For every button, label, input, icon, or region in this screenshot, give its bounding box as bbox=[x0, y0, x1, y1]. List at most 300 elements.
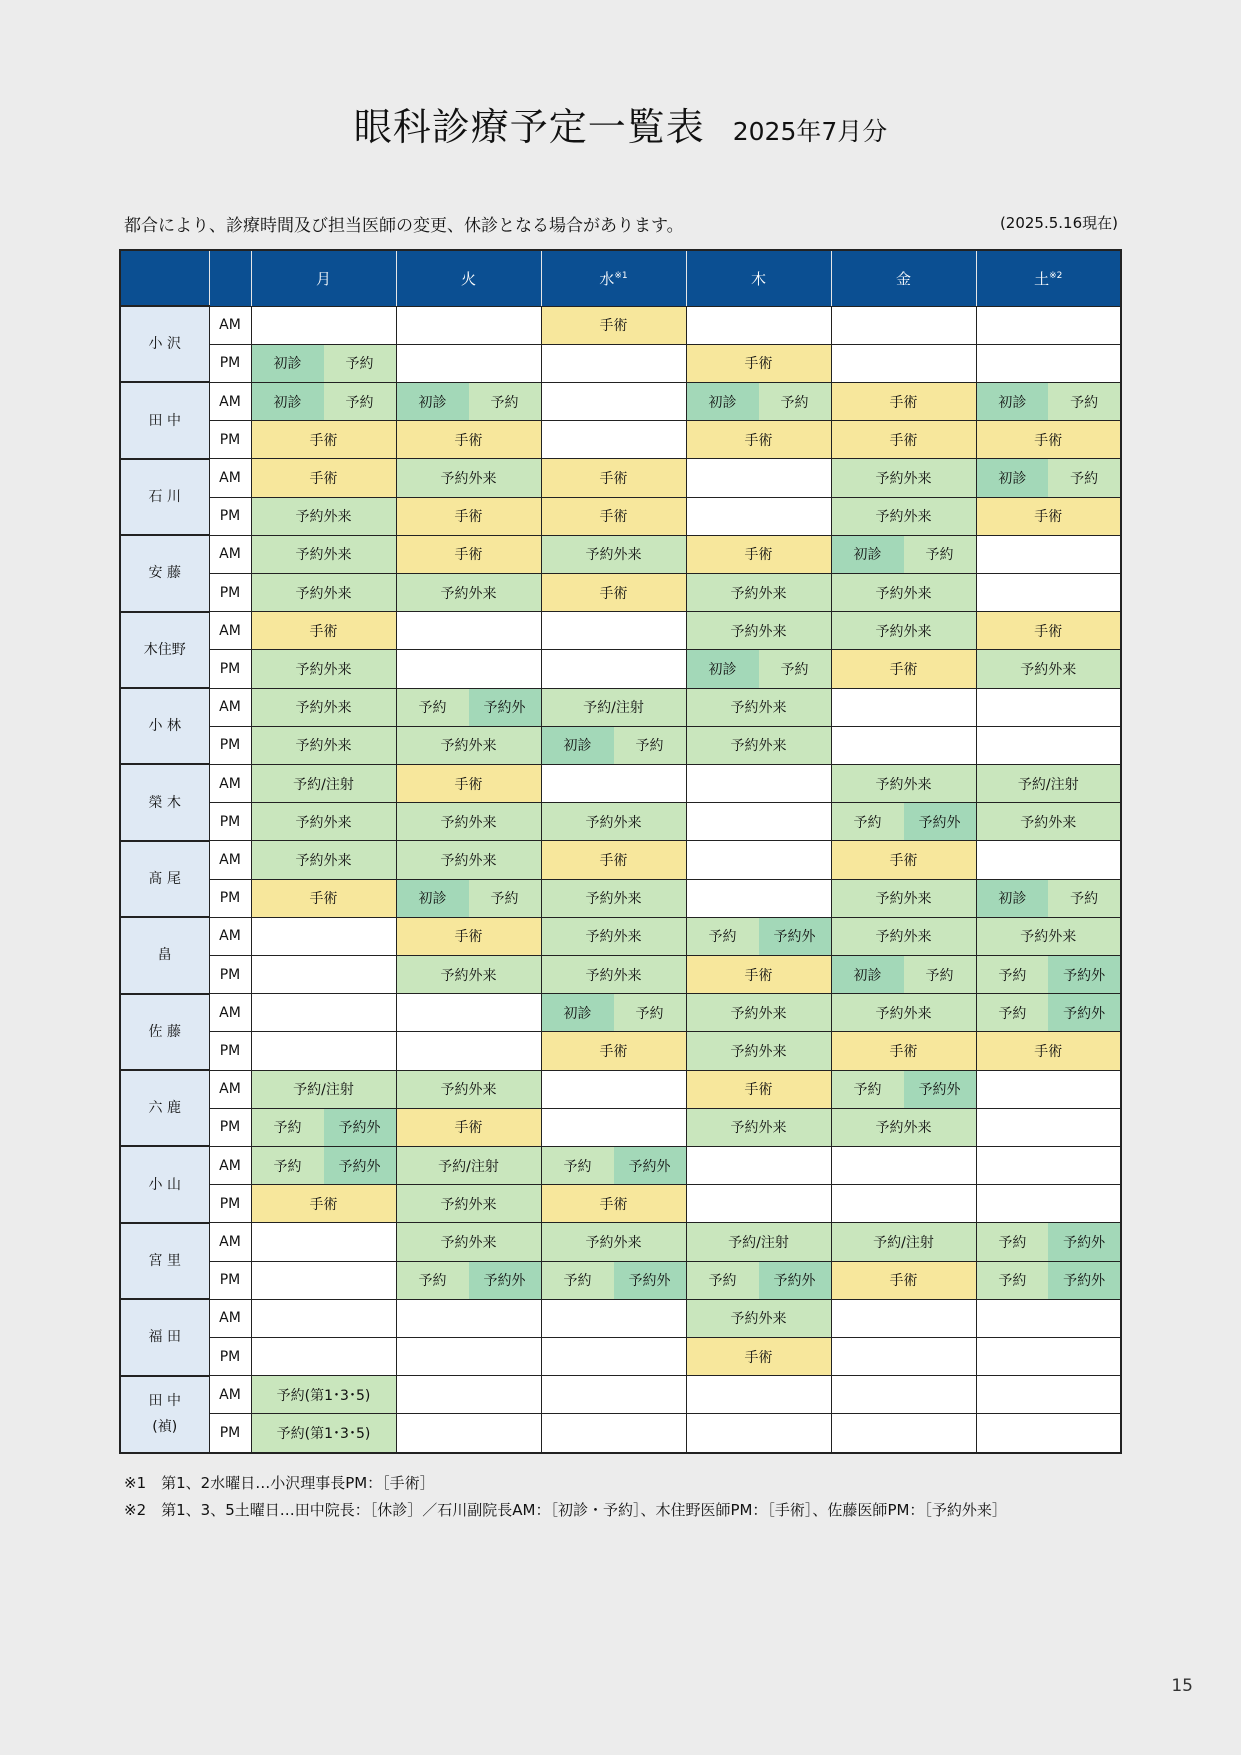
schedule-cell: 手術 bbox=[686, 421, 831, 459]
am-label: AM bbox=[209, 688, 251, 726]
schedule-cell: 予約外来 bbox=[686, 994, 831, 1032]
schedule-cell: 予約外来 bbox=[686, 1032, 831, 1070]
header-day: 水$^{※1}$ bbox=[541, 250, 686, 306]
schedule-cell bbox=[831, 1146, 976, 1184]
am-label: AM bbox=[209, 459, 251, 497]
schedule-cell bbox=[541, 1108, 686, 1146]
cell-part: 予約 bbox=[977, 956, 1049, 993]
schedule-cell: 予約外来 bbox=[396, 459, 541, 497]
pm-label: PM bbox=[209, 421, 251, 459]
cell-part: 予約 bbox=[759, 383, 831, 420]
schedule-cell: 予約外来 bbox=[541, 879, 686, 917]
doctor-name: 小 沢 bbox=[120, 306, 209, 382]
cell-part: 予約 bbox=[759, 650, 831, 687]
schedule-cell bbox=[541, 382, 686, 420]
schedule-cell bbox=[686, 1146, 831, 1184]
am-label: AM bbox=[209, 994, 251, 1032]
schedule-cell bbox=[251, 917, 396, 955]
am-label: AM bbox=[209, 1376, 251, 1414]
schedule-cell bbox=[251, 1261, 396, 1299]
schedule-cell bbox=[976, 688, 1121, 726]
cell-part: 予約外 bbox=[469, 689, 541, 726]
schedule-row bbox=[120, 1070, 1121, 1108]
schedule-row bbox=[120, 497, 1121, 535]
schedule-cell bbox=[396, 994, 541, 1032]
schedule-cell bbox=[541, 1337, 686, 1375]
cell-part: 初診 bbox=[687, 650, 759, 687]
schedule-cell: 手術 bbox=[251, 459, 396, 497]
schedule-cell bbox=[396, 1032, 541, 1070]
schedule-cell: 手術 bbox=[541, 1032, 686, 1070]
schedule-cell: 予約外来 bbox=[251, 688, 396, 726]
pm-label: PM bbox=[209, 1414, 251, 1453]
schedule-cell bbox=[976, 1376, 1121, 1414]
am-label: AM bbox=[209, 841, 251, 879]
schedule-cell: 予約外来 bbox=[396, 841, 541, 879]
doctor-name: 六 鹿 bbox=[120, 1070, 209, 1146]
schedule-cell bbox=[686, 1261, 831, 1299]
schedule-cell bbox=[396, 1299, 541, 1337]
schedule-cell: 手術 bbox=[541, 1185, 686, 1223]
schedule-row bbox=[120, 421, 1121, 459]
am-label: AM bbox=[209, 1299, 251, 1337]
schedule-cell: 予約外来 bbox=[251, 535, 396, 573]
doctor-name: 畠 bbox=[120, 917, 209, 993]
schedule-row bbox=[120, 612, 1121, 650]
schedule-cell bbox=[831, 803, 976, 841]
schedule-cell bbox=[541, 764, 686, 802]
page-number: 15 bbox=[1171, 1676, 1193, 1696]
schedule-cell bbox=[686, 764, 831, 802]
header-day: 金 bbox=[831, 250, 976, 306]
schedule-cell bbox=[541, 1070, 686, 1108]
schedule-cell: 予約外来 bbox=[396, 573, 541, 611]
cell-part: 予約 bbox=[397, 1262, 469, 1299]
schedule-cell bbox=[831, 1185, 976, 1223]
schedule-cell: 手術 bbox=[541, 306, 686, 344]
schedule-cell: 手術 bbox=[831, 382, 976, 420]
schedule-cell bbox=[686, 841, 831, 879]
schedule-cell bbox=[686, 382, 831, 420]
pm-label: PM bbox=[209, 1261, 251, 1299]
schedule-cell bbox=[396, 344, 541, 382]
schedule-cell bbox=[686, 917, 831, 955]
schedule-cell: 手術 bbox=[396, 535, 541, 573]
schedule-cell: 予約外来 bbox=[251, 726, 396, 764]
cell-part: 予約 bbox=[252, 1109, 324, 1146]
schedule-row bbox=[120, 459, 1121, 497]
schedule-row bbox=[120, 1185, 1121, 1223]
cell-part: 予約外 bbox=[904, 1071, 976, 1108]
schedule-row bbox=[120, 306, 1121, 344]
am-label: AM bbox=[209, 1146, 251, 1184]
schedule-cell bbox=[686, 1185, 831, 1223]
am-label: AM bbox=[209, 382, 251, 420]
schedule-cell: 予約外来 bbox=[541, 955, 686, 993]
schedule-row bbox=[120, 879, 1121, 917]
header-blank-doctor bbox=[120, 250, 209, 306]
schedule-cell bbox=[541, 344, 686, 382]
schedule-cell bbox=[686, 459, 831, 497]
schedule-cell bbox=[686, 1376, 831, 1414]
schedule-cell bbox=[686, 306, 831, 344]
cell-part: 予約外 bbox=[324, 1147, 396, 1184]
cell-part: 予約外 bbox=[1048, 1223, 1120, 1260]
schedule-cell bbox=[396, 1376, 541, 1414]
schedule-cell bbox=[251, 1337, 396, 1375]
title-month: 2025年7月分 bbox=[732, 117, 888, 146]
schedule-cell bbox=[976, 1414, 1121, 1453]
schedule-cell: 予約外来 bbox=[251, 497, 396, 535]
schedule-cell: 手術 bbox=[686, 1337, 831, 1375]
cell-part: 初診 bbox=[252, 345, 324, 382]
schedule-cell: 予約外来 bbox=[831, 879, 976, 917]
schedule-cell: 予約外来 bbox=[251, 803, 396, 841]
schedule-cell bbox=[396, 688, 541, 726]
doctor-name: 田 中 (禎) bbox=[120, 1376, 209, 1453]
schedule-cell: 予約外来 bbox=[396, 955, 541, 993]
schedule-cell: 予約外来 bbox=[541, 803, 686, 841]
schedule-cell: 予約外来 bbox=[831, 497, 976, 535]
am-label: AM bbox=[209, 1223, 251, 1261]
schedule-cell bbox=[831, 1299, 976, 1337]
schedule-cell bbox=[831, 306, 976, 344]
cell-part: 予約 bbox=[1048, 383, 1120, 420]
schedule-cell: 予約外来 bbox=[831, 612, 976, 650]
cell-part: 予約 bbox=[1048, 459, 1120, 496]
schedule-cell: 予約/注射 bbox=[251, 764, 396, 802]
schedule-row bbox=[120, 764, 1121, 802]
pm-label: PM bbox=[209, 1337, 251, 1375]
schedule-cell bbox=[976, 841, 1121, 879]
schedule-cell bbox=[976, 1299, 1121, 1337]
schedule-cell bbox=[976, 1261, 1121, 1299]
schedule-cell: 手術 bbox=[976, 421, 1121, 459]
doctor-name: 小 山 bbox=[120, 1146, 209, 1222]
schedule-cell bbox=[541, 1261, 686, 1299]
schedule-cell bbox=[976, 879, 1121, 917]
cell-part: 初診 bbox=[977, 459, 1049, 496]
cell-part: 予約 bbox=[1048, 880, 1120, 917]
schedule-row bbox=[120, 841, 1121, 879]
schedule-cell: 予約/注射 bbox=[396, 1146, 541, 1184]
schedule-cell: 予約外来 bbox=[831, 459, 976, 497]
schedule-cell: 手術 bbox=[541, 497, 686, 535]
schedule-row bbox=[120, 917, 1121, 955]
schedule-row bbox=[120, 1223, 1121, 1261]
pm-label: PM bbox=[209, 1185, 251, 1223]
schedule-row bbox=[120, 1108, 1121, 1146]
schedule-cell: 予約外来 bbox=[686, 573, 831, 611]
am-label: AM bbox=[209, 306, 251, 344]
schedule-cell: 予約外来 bbox=[396, 1070, 541, 1108]
schedule-cell: 予約外来 bbox=[396, 1185, 541, 1223]
am-label: AM bbox=[209, 535, 251, 573]
schedule-cell: 手術 bbox=[396, 764, 541, 802]
schedule-cell: 手術 bbox=[251, 421, 396, 459]
doctor-name: 石 川 bbox=[120, 459, 209, 535]
schedule-cell: 予約/注射 bbox=[831, 1223, 976, 1261]
schedule-cell bbox=[396, 650, 541, 688]
schedule-cell bbox=[976, 382, 1121, 420]
schedule-cell bbox=[831, 1414, 976, 1453]
schedule-cell: 予約外来 bbox=[541, 917, 686, 955]
schedule-row bbox=[120, 382, 1121, 420]
schedule-cell bbox=[396, 612, 541, 650]
schedule-cell bbox=[541, 612, 686, 650]
cell-part: 予約 bbox=[977, 994, 1049, 1031]
schedule-cell: 予約外来 bbox=[831, 994, 976, 1032]
schedule-cell: 予約外来 bbox=[541, 1223, 686, 1261]
cell-part: 予約 bbox=[904, 536, 976, 573]
cell-part: 予約外 bbox=[759, 918, 831, 955]
cell-part: 予約外 bbox=[324, 1109, 396, 1146]
schedule-cell: 手術 bbox=[396, 421, 541, 459]
schedule-cell bbox=[831, 344, 976, 382]
schedule-cell: 手術 bbox=[541, 841, 686, 879]
schedule-cell bbox=[831, 955, 976, 993]
schedule-cell bbox=[541, 1299, 686, 1337]
cell-part: 予約 bbox=[904, 956, 976, 993]
schedule-cell bbox=[251, 994, 396, 1032]
schedule-cell bbox=[541, 994, 686, 1032]
schedule-cell bbox=[251, 1223, 396, 1261]
footnotes bbox=[124, 1470, 1007, 1524]
schedule-cell bbox=[251, 1032, 396, 1070]
schedule-cell: 手術 bbox=[541, 573, 686, 611]
am-label: AM bbox=[209, 917, 251, 955]
schedule-cell: 手術 bbox=[251, 612, 396, 650]
doctor-name: 髙 尾 bbox=[120, 841, 209, 917]
pm-label: PM bbox=[209, 344, 251, 382]
header-day: 月 bbox=[251, 250, 396, 306]
schedule-cell: 手術 bbox=[686, 535, 831, 573]
schedule-cell bbox=[251, 1146, 396, 1184]
cell-part: 予約 bbox=[832, 803, 904, 840]
schedule-cell: 予約外来 bbox=[686, 1108, 831, 1146]
schedule-cell bbox=[396, 306, 541, 344]
schedule-notice: 都合により、診療時間及び担当医師の変更、休診となる場合があります。 bbox=[124, 216, 684, 236]
cell-part: 予約 bbox=[687, 918, 759, 955]
schedule-cell: 予約/注射 bbox=[976, 764, 1121, 802]
cell-part: 予約外 bbox=[1048, 1262, 1120, 1299]
cell-part: 予約 bbox=[542, 1147, 614, 1184]
schedule-cell bbox=[976, 1070, 1121, 1108]
schedule-cell bbox=[831, 1337, 976, 1375]
as-of-date: (2025.5.16現在) bbox=[999, 214, 1118, 232]
schedule-cell bbox=[976, 726, 1121, 764]
schedule-cell bbox=[251, 306, 396, 344]
schedule-cell: 予約外来 bbox=[396, 726, 541, 764]
cell-part: 予約 bbox=[252, 1147, 324, 1184]
schedule-cell: 予約外来 bbox=[396, 1223, 541, 1261]
schedule-cell bbox=[976, 1337, 1121, 1375]
schedule-cell bbox=[831, 726, 976, 764]
doctor-name: 田 中 bbox=[120, 382, 209, 458]
doctor-name: 小 林 bbox=[120, 688, 209, 764]
cell-part: 初診 bbox=[977, 383, 1049, 420]
schedule-cell bbox=[541, 421, 686, 459]
schedule-row bbox=[120, 1146, 1121, 1184]
title-main: 眼科診療予定一覧表 bbox=[353, 105, 705, 149]
schedule-cell: 手術 bbox=[976, 1032, 1121, 1070]
am-label: AM bbox=[209, 1070, 251, 1108]
doctor-name: 木住野 bbox=[120, 612, 209, 688]
cell-part: 初診 bbox=[397, 880, 469, 917]
am-label: AM bbox=[209, 612, 251, 650]
schedule-row bbox=[120, 573, 1121, 611]
schedule-cell: 予約外来 bbox=[831, 1108, 976, 1146]
doctor-name: 宮 里 bbox=[120, 1223, 209, 1299]
header-day: 土$^{※2}$ bbox=[976, 250, 1121, 306]
schedule-cell bbox=[976, 459, 1121, 497]
schedule-cell: 手術 bbox=[541, 459, 686, 497]
schedule-cell: 予約外来 bbox=[396, 803, 541, 841]
schedule-cell bbox=[831, 1376, 976, 1414]
doctor-name: 佐 藤 bbox=[120, 994, 209, 1070]
cell-part: 予約 bbox=[687, 1262, 759, 1299]
cell-part: 予約 bbox=[324, 345, 396, 382]
cell-part: 予約外 bbox=[904, 803, 976, 840]
schedule-cell: 予約/注射 bbox=[686, 1223, 831, 1261]
cell-part: 初診 bbox=[687, 383, 759, 420]
cell-part: 初診 bbox=[252, 383, 324, 420]
schedule-cell: 予約外来 bbox=[686, 726, 831, 764]
cell-part: 初診 bbox=[832, 956, 904, 993]
footnote-1: ※1 第1、2水曜日…小沢理事長PM：［手術］ bbox=[124, 1474, 435, 1492]
schedule-cell: 手術 bbox=[831, 1261, 976, 1299]
schedule-cell: 手術 bbox=[831, 650, 976, 688]
pm-label: PM bbox=[209, 573, 251, 611]
cell-part: 初診 bbox=[397, 383, 469, 420]
pm-label: PM bbox=[209, 879, 251, 917]
schedule-cell bbox=[541, 726, 686, 764]
cell-part: 予約外 bbox=[759, 1262, 831, 1299]
cell-part: 予約 bbox=[977, 1223, 1049, 1260]
cell-part: 予約外 bbox=[1048, 994, 1120, 1031]
schedule-row bbox=[120, 1299, 1121, 1337]
schedule-cell: 手術 bbox=[251, 879, 396, 917]
schedule-cell bbox=[976, 306, 1121, 344]
cell-part: 初診 bbox=[832, 536, 904, 573]
schedule-row bbox=[120, 1261, 1121, 1299]
schedule-cell bbox=[251, 382, 396, 420]
schedule-cell bbox=[976, 1108, 1121, 1146]
schedule-cell bbox=[831, 1070, 976, 1108]
schedule-cell: 予約/注射 bbox=[251, 1070, 396, 1108]
schedule-cell: 予約外来 bbox=[251, 573, 396, 611]
am-label: AM bbox=[209, 764, 251, 802]
schedule-row bbox=[120, 955, 1121, 993]
cell-part: 予約外 bbox=[614, 1262, 686, 1299]
schedule-cell: 予約外来 bbox=[976, 917, 1121, 955]
schedule-body bbox=[120, 306, 1121, 1453]
cell-part: 予約外 bbox=[469, 1262, 541, 1299]
schedule-cell: 手術 bbox=[686, 955, 831, 993]
pm-label: PM bbox=[209, 1108, 251, 1146]
schedule-cell: 手術 bbox=[831, 1032, 976, 1070]
pm-label: PM bbox=[209, 803, 251, 841]
schedule-cell: 予約外来 bbox=[831, 573, 976, 611]
schedule-cell: 手術 bbox=[396, 497, 541, 535]
cell-part: 予約外 bbox=[614, 1147, 686, 1184]
schedule-cell bbox=[541, 1146, 686, 1184]
schedule-cell: 予約外来 bbox=[251, 841, 396, 879]
schedule-cell: 予約外来 bbox=[976, 803, 1121, 841]
schedule-row bbox=[120, 726, 1121, 764]
schedule-cell: 手術 bbox=[976, 497, 1121, 535]
schedule-row bbox=[120, 803, 1121, 841]
pm-label: PM bbox=[209, 726, 251, 764]
cell-part: 初診 bbox=[542, 727, 614, 764]
doctor-name: 榮 木 bbox=[120, 764, 209, 840]
cell-part: 予約 bbox=[614, 994, 686, 1031]
schedule-cell bbox=[541, 1376, 686, 1414]
schedule-cell bbox=[976, 994, 1121, 1032]
schedule-cell: 手術 bbox=[251, 1185, 396, 1223]
cell-part: 初診 bbox=[977, 880, 1049, 917]
schedule-cell bbox=[831, 535, 976, 573]
schedule-row bbox=[120, 688, 1121, 726]
schedule-cell bbox=[686, 803, 831, 841]
schedule-cell bbox=[396, 1414, 541, 1453]
schedule-cell bbox=[396, 1261, 541, 1299]
schedule-cell: 手術 bbox=[831, 841, 976, 879]
schedule-cell: 手術 bbox=[686, 1070, 831, 1108]
schedule-cell bbox=[686, 650, 831, 688]
pm-label: PM bbox=[209, 955, 251, 993]
schedule-cell bbox=[396, 382, 541, 420]
schedule-cell bbox=[251, 1299, 396, 1337]
cell-part: 予約 bbox=[469, 880, 541, 917]
schedule-cell: 予約/注射 bbox=[541, 688, 686, 726]
schedule-cell bbox=[686, 497, 831, 535]
header-day: 火 bbox=[396, 250, 541, 306]
header-row bbox=[120, 250, 1121, 306]
schedule-row bbox=[120, 650, 1121, 688]
schedule-row bbox=[120, 344, 1121, 382]
schedule-cell: 予約外来 bbox=[686, 612, 831, 650]
schedule-cell bbox=[396, 879, 541, 917]
cell-part: 予約 bbox=[469, 383, 541, 420]
schedule-cell: 手術 bbox=[396, 1108, 541, 1146]
schedule-cell: 予約(第1･3･5) bbox=[251, 1414, 396, 1453]
schedule-cell bbox=[541, 650, 686, 688]
cell-part: 予約 bbox=[397, 689, 469, 726]
pm-label: PM bbox=[209, 650, 251, 688]
schedule-cell: 手術 bbox=[396, 917, 541, 955]
cell-part: 予約 bbox=[977, 1262, 1049, 1299]
schedule-row bbox=[120, 1032, 1121, 1070]
schedule-cell bbox=[251, 1108, 396, 1146]
schedule-cell bbox=[686, 1414, 831, 1453]
schedule-row bbox=[120, 1414, 1121, 1453]
schedule-cell: 予約外来 bbox=[831, 764, 976, 802]
footnote-2: ※2 第1、3、5土曜日…田中院長：［休診］／石川副院長AM：［初診・予約］、木住野医師PM：［手術］、佐藤医師PM：［予約外来］ bbox=[124, 1501, 1007, 1519]
pm-label: PM bbox=[209, 1032, 251, 1070]
doctor-name: 福 田 bbox=[120, 1299, 209, 1375]
header-day: 木 bbox=[686, 250, 831, 306]
schedule-cell bbox=[976, 1223, 1121, 1261]
schedule-cell: 予約外来 bbox=[686, 1299, 831, 1337]
schedule-cell: 手術 bbox=[686, 344, 831, 382]
cell-part: 予約 bbox=[614, 727, 686, 764]
schedule-cell bbox=[686, 879, 831, 917]
schedule-cell: 手術 bbox=[831, 421, 976, 459]
schedule-cell: 予約外来 bbox=[976, 650, 1121, 688]
schedule-cell bbox=[251, 344, 396, 382]
cell-part: 初診 bbox=[542, 994, 614, 1031]
